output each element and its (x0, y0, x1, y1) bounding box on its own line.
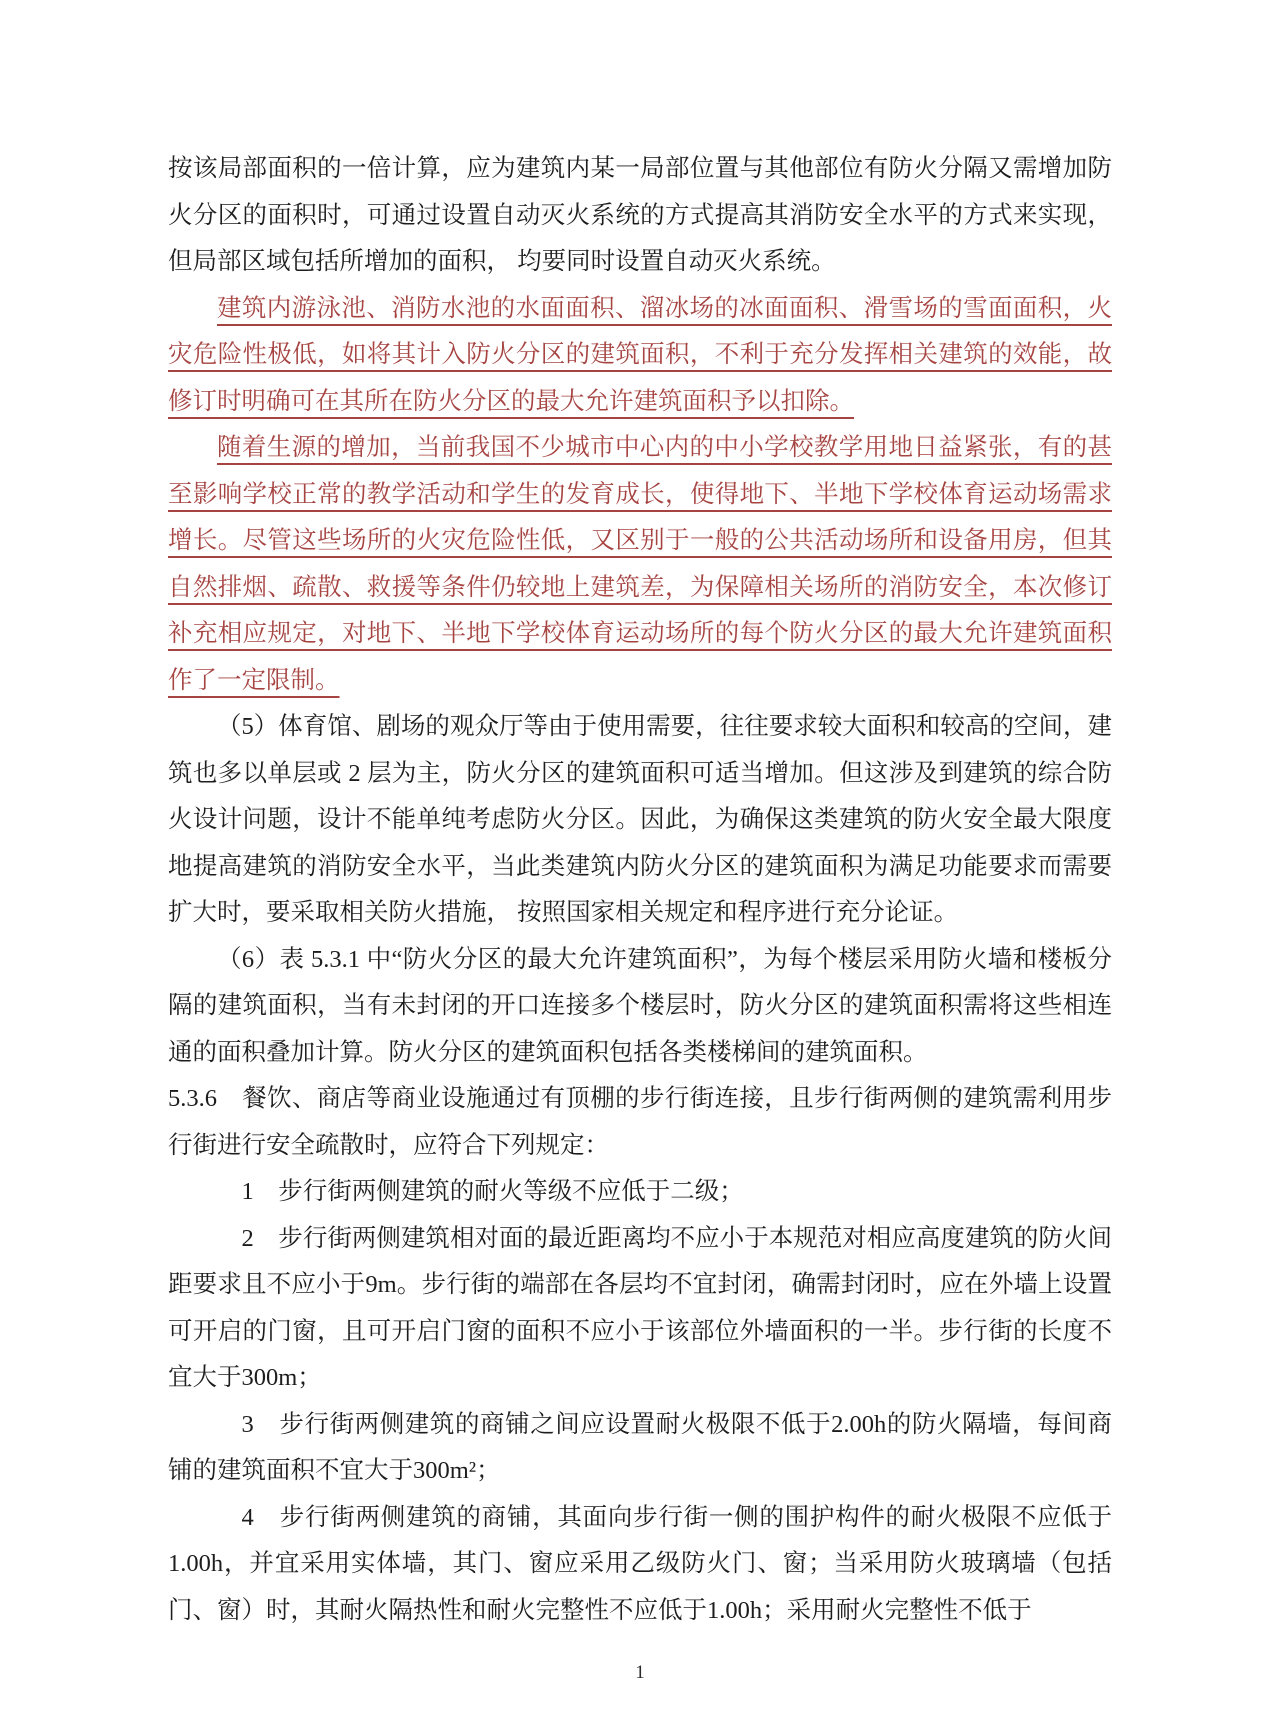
paragraph-clause-item-3: 3 步行街两侧建筑的商铺之间应设置耐火极限不低于2.00h的防火隔墙，每间商铺的建筑面积不宜大于300m²； (168, 1410, 1112, 1484)
paragraph-clause-5-3-6: 5.3.6 餐饮、商店等商业设施通过有顶棚的步行街连接，且步行街两侧的建筑需利用步行街进行安全疏散时，应符合下列规定： (168, 1085, 1112, 1159)
paragraph-continuation-top: 按该局部面积的一倍计算，应为建筑内某一局部位置与其他部位有防火分隔又需增加防火分区的面积时，可通过设置自动灭火系统的方式提高其消防安全水平的方式来实现， 但局部区域包括所增加的面积， 均要同时设置自动灭火系统。 (168, 155, 1112, 275)
paragraph-note-5: （5）体育馆、剧场的观众厅等由于使用需要，往往要求较大面积和较高的空间，建筑也多以单层或 2 层为主，防火分区的建筑面积可适当增加。但这涉及到建筑的综合防火设计问题，设计不能单纯考虑防火分区。因此，为确保这类建筑的防火安全最大限度地提高建筑的消防安全水平，当此类建筑内防火分区的建筑面积为满足功能要求而需要扩大时，要采取相关防火措施， 按照国家相关规定和程序进行充分论证。 (168, 713, 1112, 926)
page-footer (0, 1658, 1280, 1688)
paragraph-clause-item-4: 4 步行街两侧建筑的商铺，其面向步行街一侧的围护构件的耐火极限不应低于1.00h，并宜采用实体墙，其门、窗应采用乙级防火门、窗；当采用防火玻璃墙（包括门、窗）时，其耐火隔热性和耐火完整性不应低于1.00h；采用耐火完整性不低于 (168, 1503, 1112, 1624)
revision-paragraph-schools: 随着生源的增加，当前我国不少城市中心内的中小学校教学用地日益紧张，有的甚至影响学校正常的教学活动和学生的发育成长，使得地下、半地下学校体育运动场需求增长。尽管这些场所的火灾危险性低，又区别于一般的公共活动场所和设备用房，但其自然排烟、疏散、救援等条件仍较地上建筑差，为保障相关场所的消防安全，本次修订补充相应规定，对地下、半地下学校体育运动场所的每个防火分区的最大允许建筑面积作了一定限制。 (168, 434, 1112, 694)
paragraph-note-6: （6）表 5.3.1 中“防火分区的最大允许建筑面积”，为每个楼层采用防火墙和楼板分隔的建筑面积，当有未封闭的开口连接多个楼层时，防火分区的建筑面积需将这些相连通的面积叠加计算。防火分区的建筑面积包括各类楼梯间的建筑面积。 (168, 945, 1112, 1066)
paragraph-clause-item-1: 1 步行街两侧建筑的耐火等级不应低于二级； (241, 1178, 744, 1205)
paragraph-clause-item-2: 2 步行街两侧建筑相对面的最近距离均不应小于本规范对相应高度建筑的防火间距要求且不应小于9m。步行街的端部在各层均不宜封闭，确需封闭时，应在外墙上设置可开启的门窗，且可开启门窗的面积不应小于该部位外墙面积的一半。步行街的长度不宜大于300m； (168, 1224, 1112, 1391)
document-body (168, 146, 1112, 1634)
page-number: 1 (635, 1662, 645, 1683)
revision-paragraph-pools: 建筑内游泳池、消防水池的水面面积、溜冰场的冰面面积、滑雪场的雪面面积，火灾危险性极低，如将其计入防火分区的建筑面积，不利于充分发挥相关建筑的效能，故修订时明确可在其所在防火分区的最大允许建筑面积予以扣除。 (168, 294, 1112, 415)
